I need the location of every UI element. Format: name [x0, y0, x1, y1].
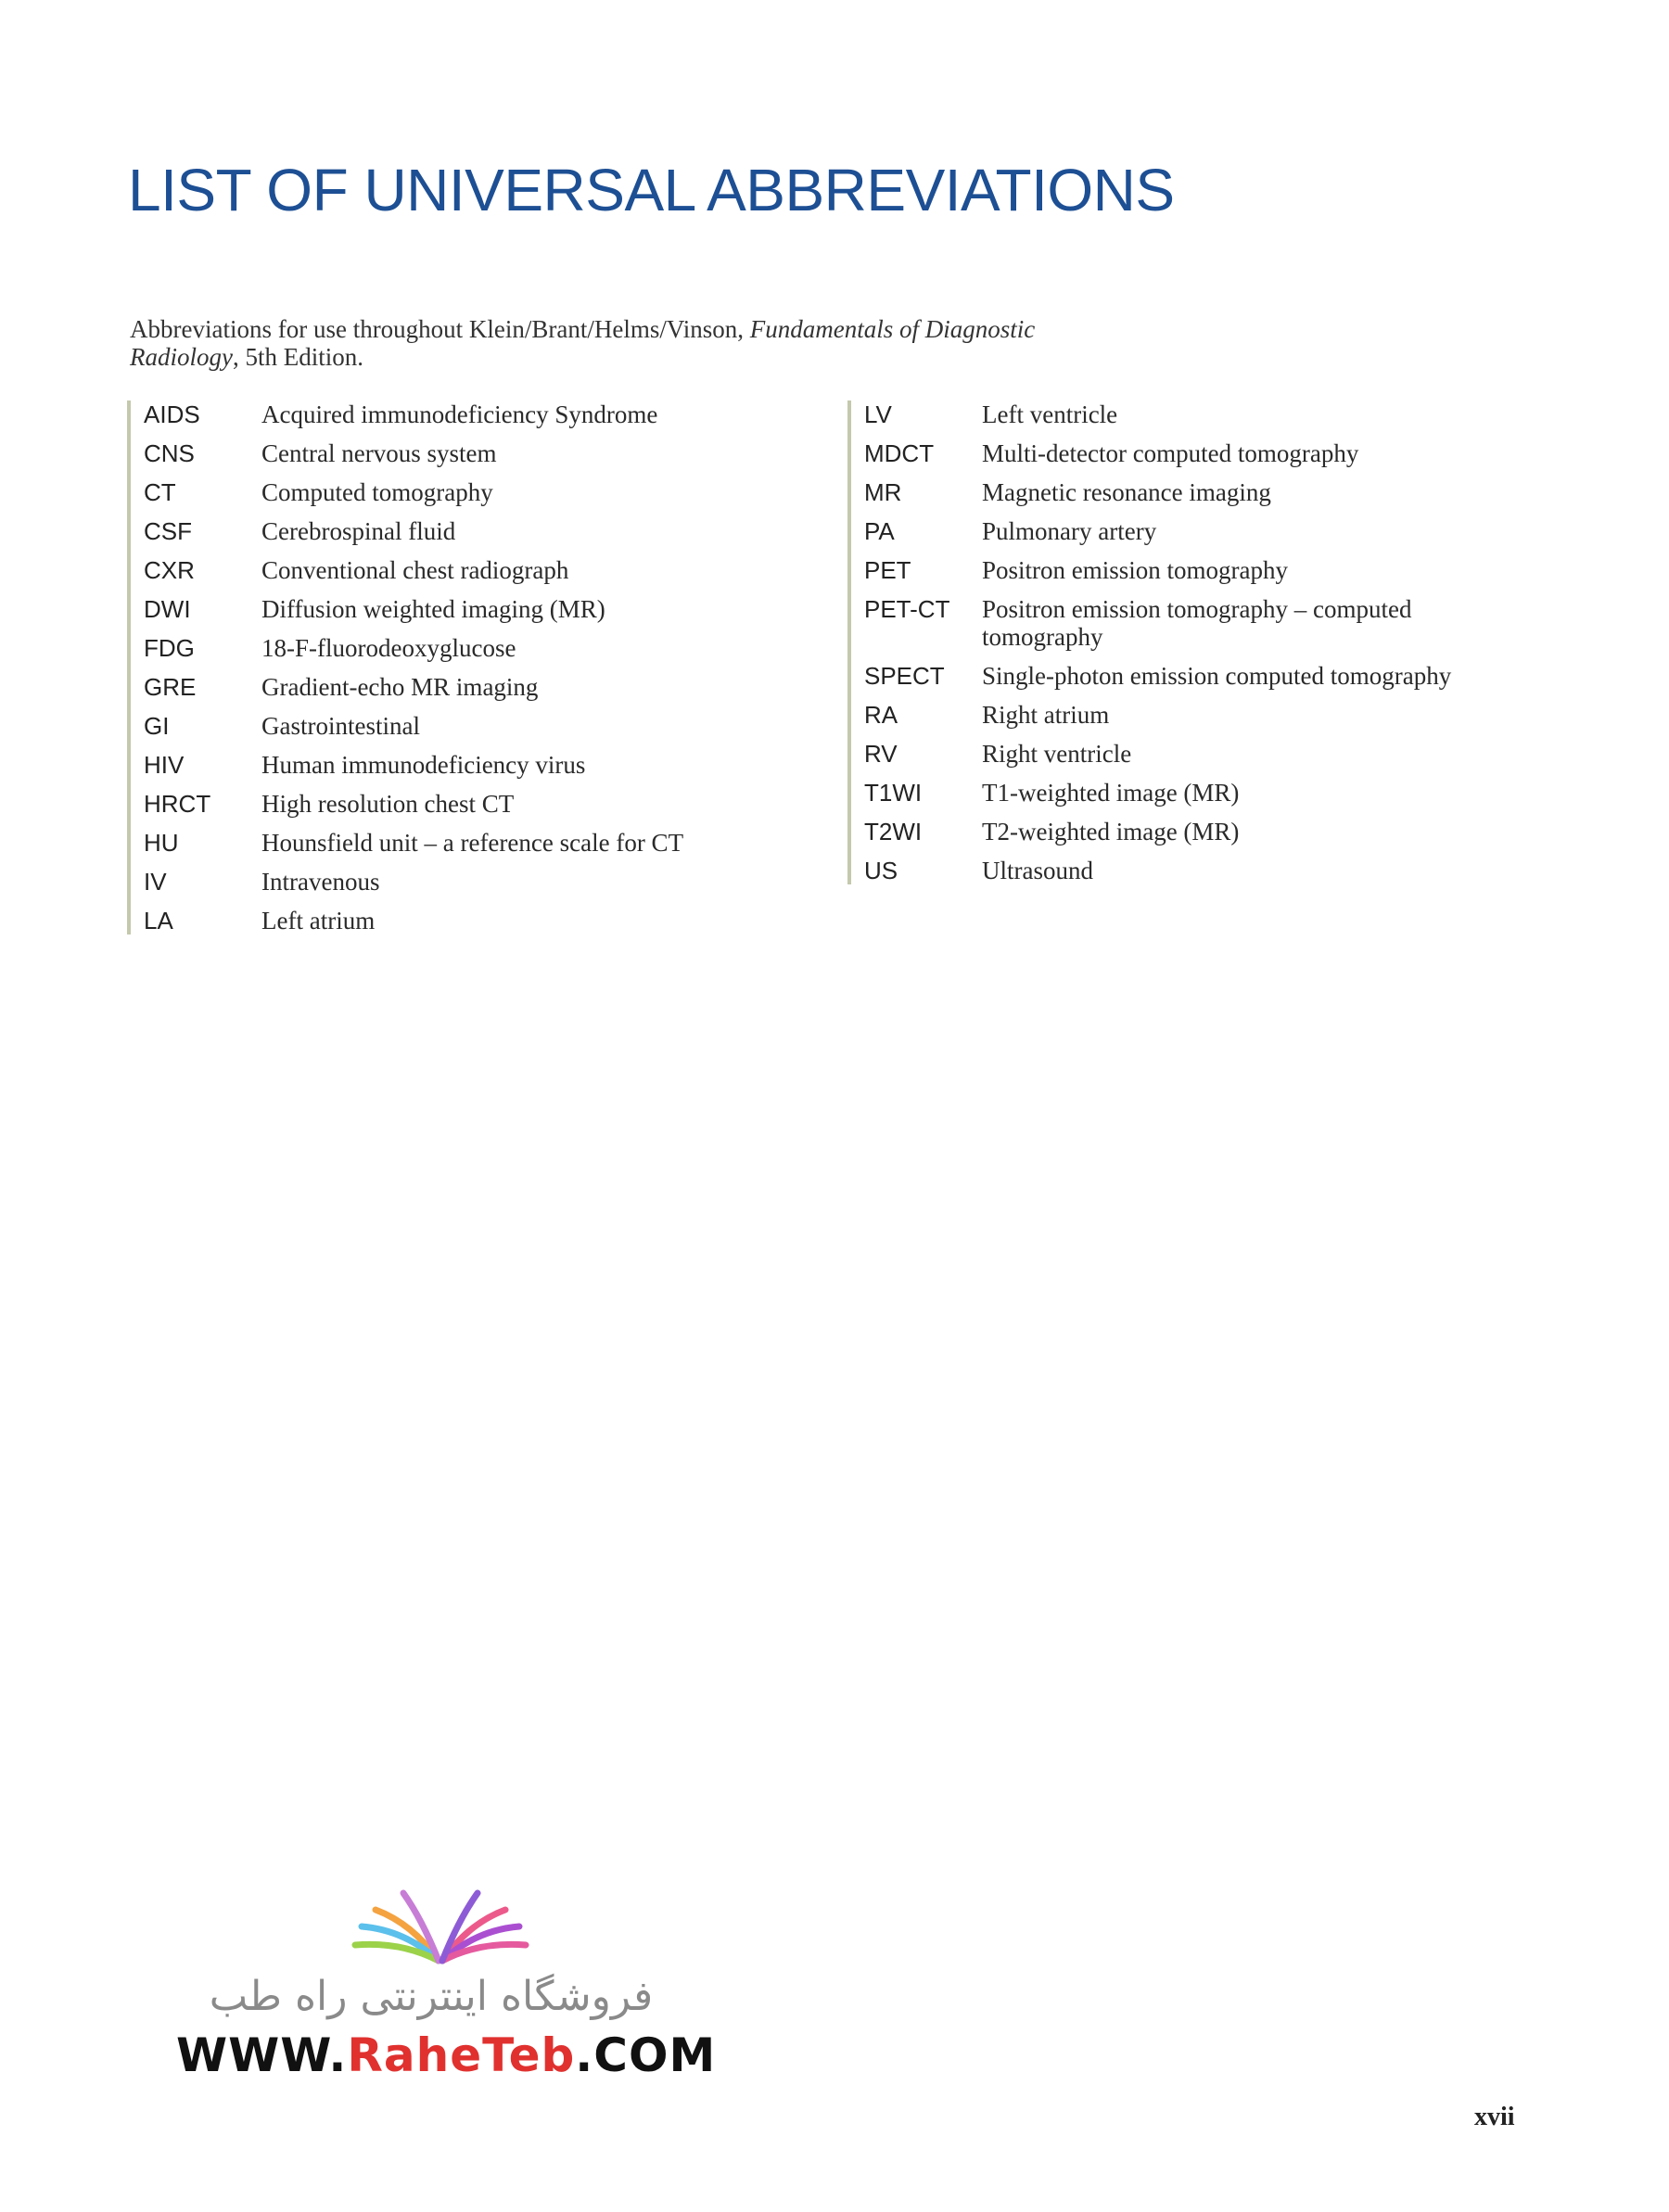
abbreviation: LA — [144, 907, 173, 934]
list-item — [144, 751, 830, 779]
abbreviation: RV — [864, 740, 898, 768]
definition: Positron emission tomography – computed tomography — [982, 595, 1412, 651]
definition: Single-photon emission computed tomography — [982, 662, 1452, 690]
url-suffix: .COM — [575, 2028, 717, 2082]
page-title: LIST OF UNIVERSAL ABBREVIATIONS — [128, 157, 1175, 223]
intro-book-title: Fundamentals of Diagnostic Radiology — [130, 315, 1036, 371]
definition: Human immunodeficiency virus — [261, 751, 586, 779]
open-book-rainbow-icon — [348, 1873, 533, 1975]
intro-paragraph — [130, 315, 1057, 371]
definition: Diffusion weighted imaging (MR) — [261, 595, 605, 623]
list-item — [144, 400, 830, 428]
abbreviation: IV — [144, 868, 167, 896]
list-item — [864, 857, 1569, 884]
list-item — [144, 595, 830, 623]
intro-prefix: Abbreviations for use throughout Klein/Brant/Helms/Vinson, — [130, 315, 750, 343]
definition: Conventional chest radiograph — [261, 556, 569, 584]
abbreviation: DWI — [144, 595, 191, 623]
definition: Hounsfield unit – a reference scale for CT — [261, 829, 684, 857]
definition: Gastrointestinal — [261, 712, 420, 740]
list-item — [144, 517, 830, 545]
abbreviation: HRCT — [144, 790, 211, 818]
list-item — [864, 740, 1569, 768]
abbreviation-list-left — [127, 400, 830, 934]
list-item — [864, 595, 1569, 651]
list-item — [144, 634, 830, 662]
definition: Ultrasound — [982, 857, 1093, 884]
list-item — [144, 868, 830, 896]
list-item — [144, 439, 830, 467]
list-item — [144, 712, 830, 740]
definition: Gradient-echo MR imaging — [261, 673, 539, 701]
watermark-url[interactable] — [176, 2028, 716, 2082]
abbreviation: US — [864, 857, 898, 884]
definition: 18-F-fluorodeoxyglucose — [261, 634, 516, 662]
list-item — [864, 662, 1569, 690]
definition: Multi-detector computed tomography — [982, 439, 1359, 467]
definition: Acquired immunodeficiency Syndrome — [261, 400, 658, 428]
definition: Right ventricle — [982, 740, 1132, 768]
list-item — [864, 818, 1569, 845]
abbreviation: GRE — [144, 673, 197, 701]
definition: T1-weighted image (MR) — [982, 779, 1240, 807]
list-item — [144, 478, 830, 506]
list-item — [864, 439, 1569, 467]
intro-suffix: , 5th Edition. — [232, 343, 363, 371]
list-item — [864, 701, 1569, 729]
definition: Left ventricle — [982, 400, 1118, 428]
abbreviation: T1WI — [864, 779, 923, 807]
definition: High resolution chest CT — [261, 790, 515, 818]
list-item — [144, 829, 830, 857]
abbreviation: PA — [864, 517, 895, 545]
definition: Cerebrospinal fluid — [261, 517, 456, 545]
abbreviation: SPECT — [864, 662, 945, 690]
abbreviation: PET — [864, 556, 911, 584]
watermark — [167, 1873, 717, 2082]
abbreviation: AIDS — [144, 400, 200, 428]
abbreviation: GI — [144, 712, 170, 740]
definition: Intravenous — [261, 868, 380, 896]
list-item — [864, 478, 1569, 506]
watermark-persian-text: فروشگاه اینترنتی راه طب — [209, 1973, 654, 2020]
list-item — [864, 779, 1569, 807]
abbreviation: HU — [144, 829, 179, 857]
abbreviation: HIV — [144, 751, 185, 779]
abbreviation: CT — [144, 478, 176, 506]
list-item — [144, 556, 830, 584]
abbreviation: FDG — [144, 634, 195, 662]
definition: Magnetic resonance imaging — [982, 478, 1271, 506]
abbreviation: MR — [864, 478, 902, 506]
definition: Positron emission tomography — [982, 556, 1288, 584]
abbreviation: CXR — [144, 556, 195, 584]
definition: Left atrium — [261, 907, 376, 934]
definition: Pulmonary artery — [982, 517, 1157, 545]
abbreviation: CNS — [144, 439, 195, 467]
list-item — [864, 400, 1569, 428]
abbreviation: LV — [864, 400, 892, 428]
abbreviation: T2WI — [864, 818, 923, 845]
list-item — [144, 907, 830, 934]
abbreviation: CSF — [144, 517, 192, 545]
definition: T2-weighted image (MR) — [982, 818, 1240, 845]
abbreviation: RA — [864, 701, 898, 729]
definition: Central nervous system — [261, 439, 497, 467]
abbreviation: PET-CT — [864, 595, 950, 623]
abbreviation: MDCT — [864, 439, 935, 467]
url-prefix: WWW. — [176, 2028, 348, 2082]
definition: Right atrium — [982, 701, 1110, 729]
list-item — [864, 517, 1569, 545]
abbreviation-list-right — [847, 400, 1569, 884]
definition: Computed tomography — [261, 478, 493, 506]
page-number: xvii — [1474, 2103, 1515, 2131]
list-item — [144, 673, 830, 701]
list-item — [144, 790, 830, 818]
list-item — [864, 556, 1569, 584]
url-brand: RaheTeb — [347, 2028, 576, 2082]
